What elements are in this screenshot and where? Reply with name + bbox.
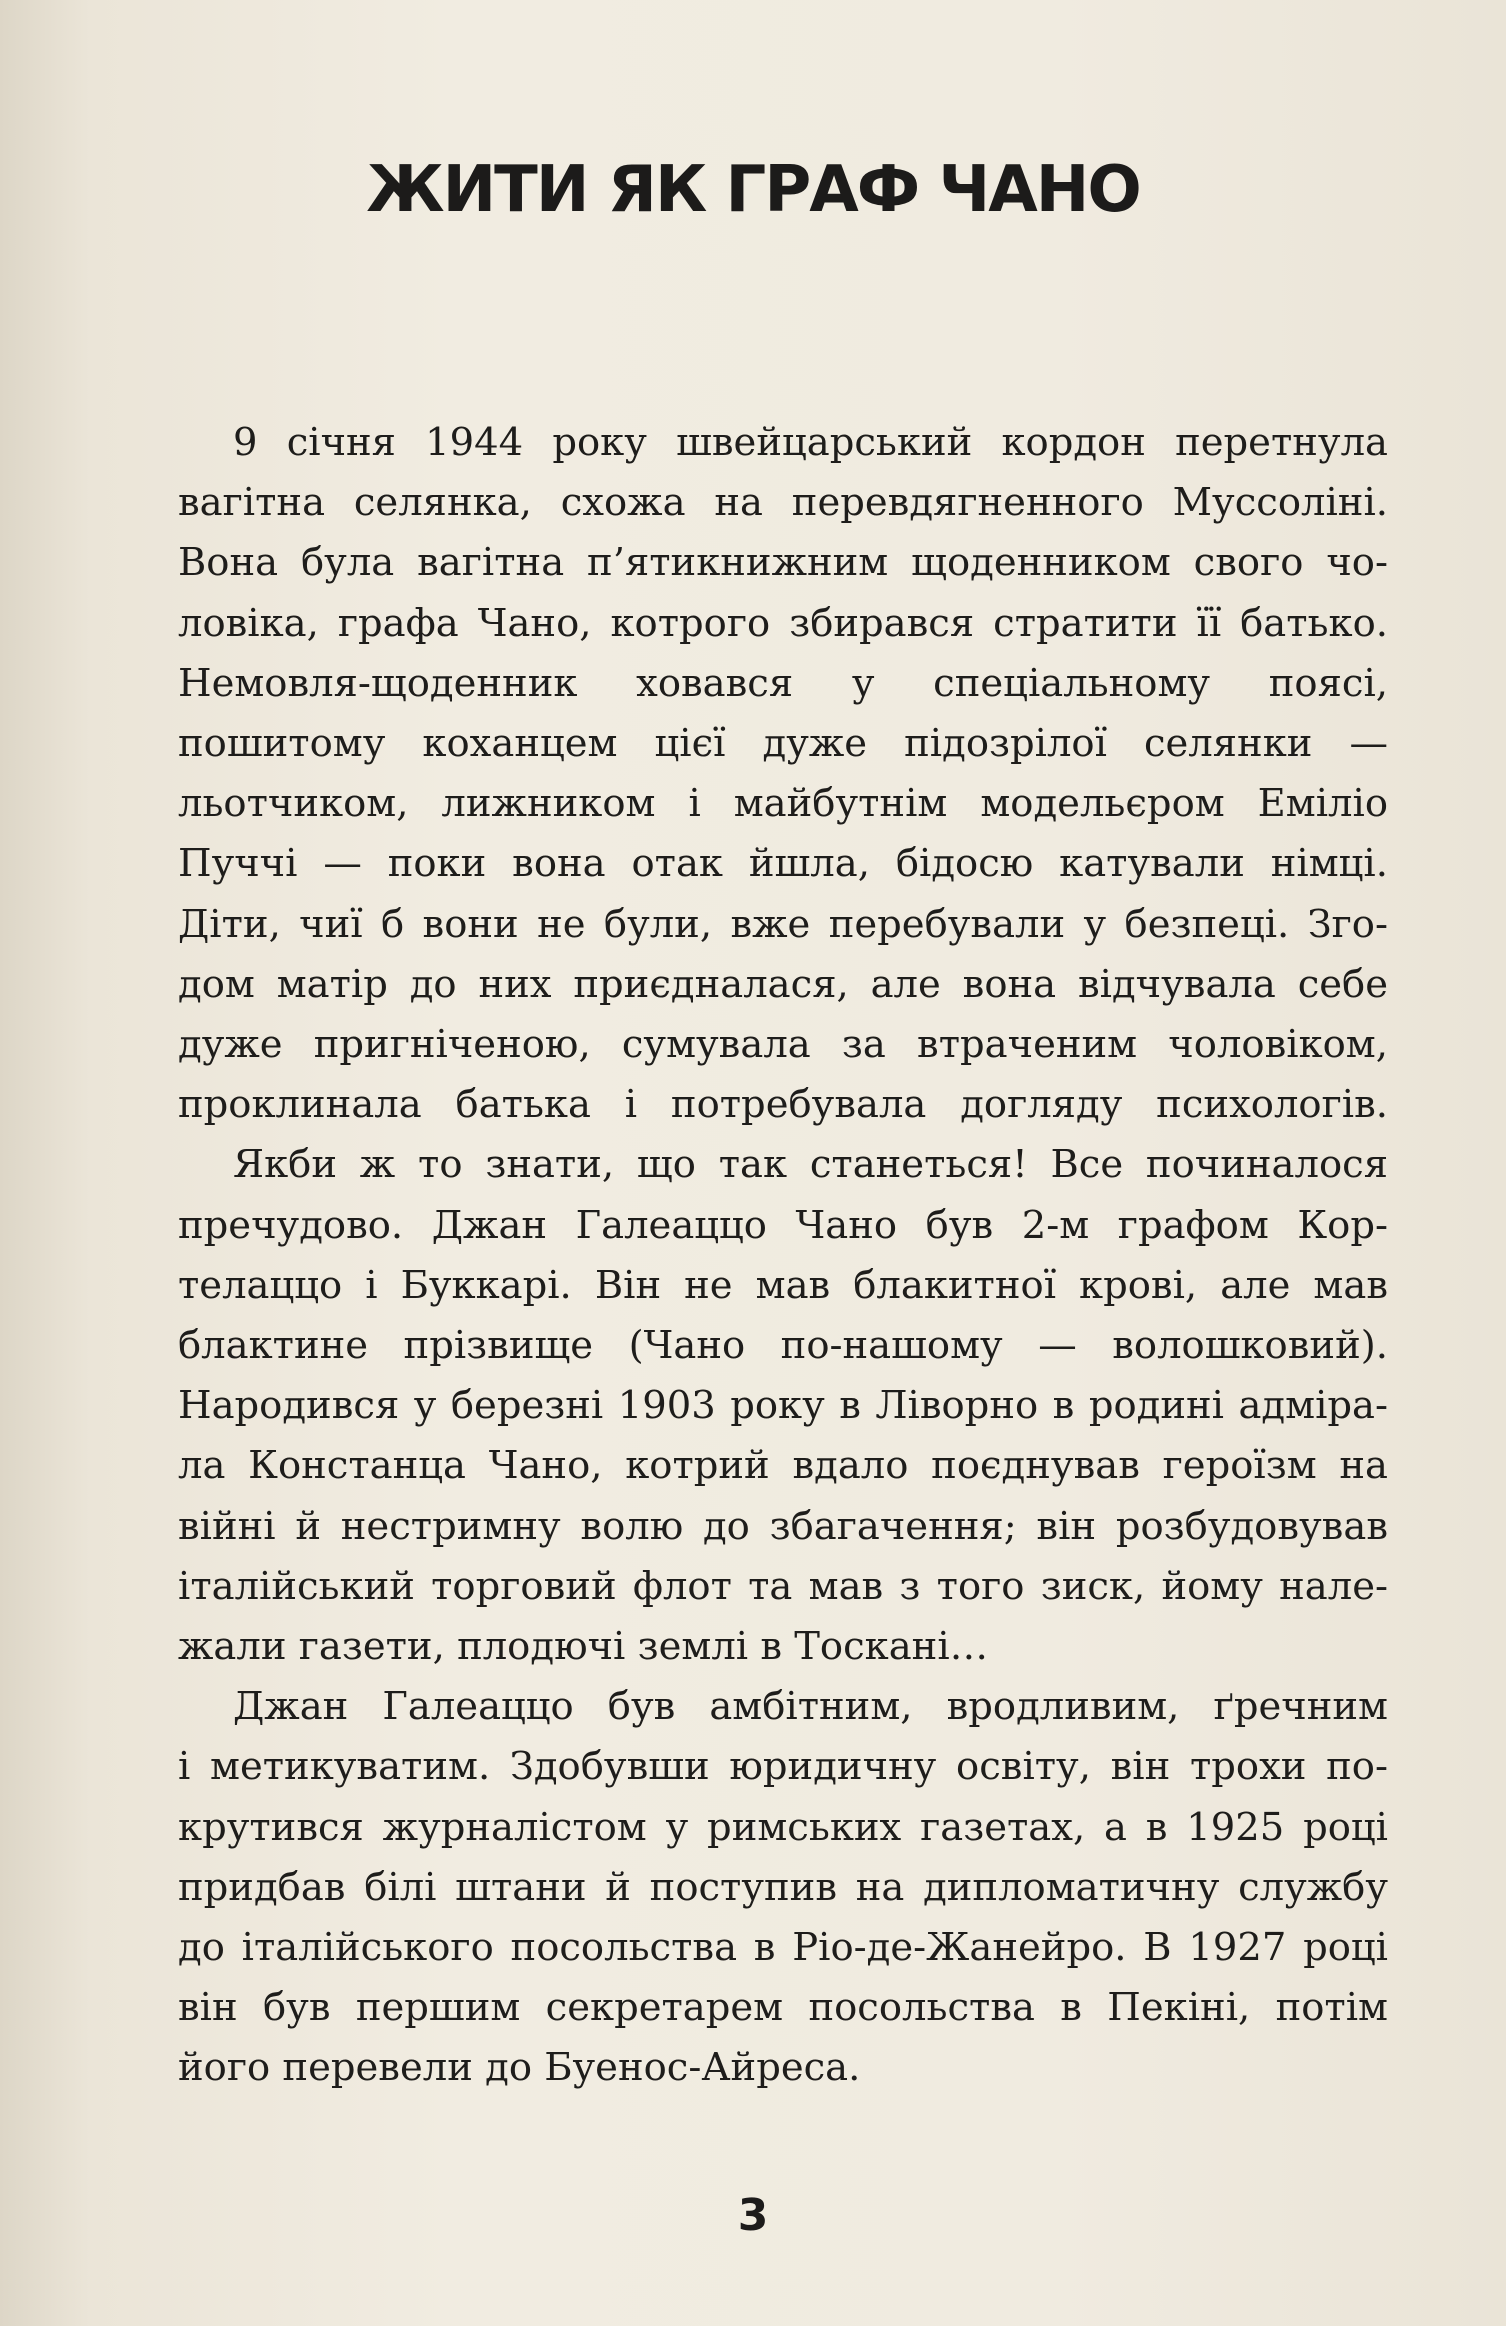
text-line: льотчиком, лижником і майбутнім модельєром Еміліо (178, 781, 1388, 827)
page-number: 3 (737, 2190, 769, 2241)
text-line: 9 січня 1944 року швейцарський кордон перетнула (233, 420, 1388, 465)
text-line: дом матір до них приєдналася, але вона відчувала себе (178, 961, 1388, 1007)
text-line: вагітна селянка, схожа на перевдягненного Муссоліні. (178, 480, 1388, 526)
text-line: до італійського посольства в Ріо-де-Жанейро. В 1927 році (178, 1925, 1388, 1971)
text-line: його перевели до Буенос-Айреса. (178, 2045, 861, 2091)
text-line: телаццо і Буккарі. Він не мав блакитної крові, але мав (178, 1262, 1388, 1308)
text-line: він був першим секретарем посольства в Пекіні, потім (178, 1985, 1388, 2031)
text-line: проклинала батька і потребувала догляду психологів. (178, 1082, 1388, 1128)
text-line: крутився журналістом у римських газетах, а в 1925 році (178, 1804, 1388, 1850)
text-line: Якби ж то знати, що так станеться! Все починалося (233, 1142, 1388, 1188)
text-line: придбав білі штани й поступив на дипломатичну службу (178, 1864, 1388, 1910)
chapter-title: ЖИТИ ЯК ГРАФ ЧАНО (366, 153, 1140, 227)
text-line: Діти, чиї б вони не були, вже перебували у безпеці. Зго- (178, 901, 1388, 947)
text-line: і метикуватим. Здобувши юридичну освіту, він трохи по- (178, 1744, 1388, 1790)
text-line: Немовля-щоденник ховався у спеціальному поясі, (178, 660, 1388, 706)
chapter-body (178, 413, 1388, 2099)
text-line: ловіка, графа Чано, котрого збирався стратити її батько. (178, 600, 1388, 646)
text-line: Народився у березні 1903 року в Ліворно в родині адміра- (178, 1383, 1388, 1429)
text-line: дуже пригніченою, сумувала за втраченим чоловіком, (178, 1022, 1388, 1068)
text-line: блактине прізвище (Чано по-нашому — волошковий). (178, 1323, 1388, 1369)
text-line: італійський торговий флот та мав з того зиск, йому нале- (178, 1563, 1388, 1609)
text-line: пошитому коханцем цієї дуже підозрілої селянки — (178, 721, 1388, 767)
text-line: Пуччі — поки вона отак йшла, бідосю катували німці. (178, 841, 1388, 887)
text-line: Вона була вагітна п’ятикнижним щоденником свого чо- (178, 540, 1388, 586)
paragraph (178, 1135, 1388, 1677)
text-line: Джан Галеаццо був амбітним, вродливим, ґречним (233, 1684, 1388, 1730)
paragraph (178, 413, 1388, 1135)
paragraph (178, 1677, 1388, 2098)
text-line: війні й нестримну волю до збагачення; він розбудовував (178, 1503, 1388, 1549)
text-line: пречудово. Джан Галеаццо Чано був 2-м графом Кор- (178, 1202, 1388, 1248)
text-line: жали газети, плодючі землі в Тоскані… (178, 1624, 989, 1670)
text-line: ла Констанца Чано, котрий вдало поєднував героїзм на (178, 1443, 1388, 1489)
